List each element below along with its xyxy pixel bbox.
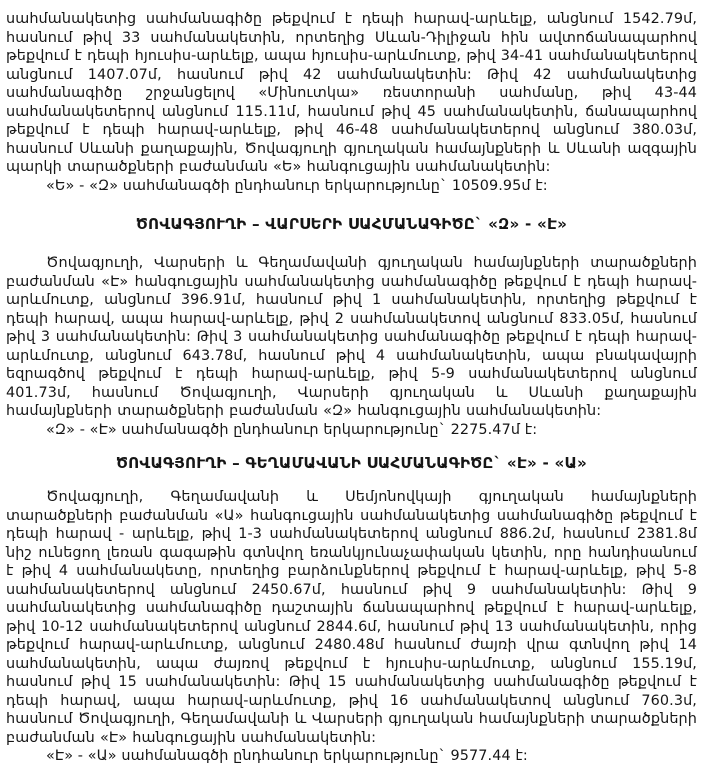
heading-tsovagyugh-varser: ԾՈՎԱԳՅՈՒՂԻ – ՎԱՐՍԵՐԻ ՍԱՀՄԱՆԱԳԻԾԸ` «Զ» - «Է» [135, 215, 568, 233]
summary-line-z-e: «Զ» - «Է» սահմանագծի ընդհանուր երկարությունը` 2275.47մ է: [46, 421, 538, 438]
paragraph-tsovagyugh-varser-boundary: Ծովագյուղի, Վարսերի և Գեղամավանի գյուղական համայնքների տարածքների բաժանման «Է» հանգուցային սահմանակետից սահմանագիծը թեքվում է դեպի հարավ-արևմուտք, անցնում 396.91մ, հասնում թիվ 1 սահմանակետին, որտեղից թեքվում է դեպի հարավ, ապա հարավ-արևելք, թիվ 2 սահմանակետով անցնում 833.05մ, հասնում թիվ 3 սահմանակետին: Թիվ 3 սահմանակետից սահմանագիծը թեքվում է դեպի հարավ-արևմուտք, անցնում 643.78մ, հասնում թիվ 4 սահմանակետին, ապա բնակավայրի եզրագծով թեքվում է դեպի հարավ-արևելք, թիվ 5-9 սահմանակետերով անցնում 401.73մ, հասնում Ծովագյուղի, Վարսերի գյուղական և Սևանի քաղաքային համայնքների տարածքների բաժանման «Զ» հանգուցային սահմանակետին: [6, 255, 697, 419]
summary-line-e-a: «Է» - «Ա» սահմանագծի ընդհանուր երկարությունը` 9577.44 է: [46, 748, 528, 764]
heading-tsovagyugh-geghamavan: ԾՈՎԱԳՅՈՒՂԻ – ԳԵՂԱՄԱՎԱՆԻ ՍԱՀՄԱՆԱԳԻԾԸ` «Է» - «Ա» [115, 454, 588, 472]
summary-line-e-z: «Ե» - «Զ» սահմանագծի ընդհանուր երկարությունը` 10509.95մ է: [46, 177, 548, 194]
paragraph-tsovagyugh-geghamavan-boundary: Ծովագյուղի, Գեղամավանի և Սեմյոնովկայի գյուղական համայնքների տարածքների բաժանման «Ա» հանգուցային սահմանակետից սահմանագիծը թեքվում է դեպի հարավ - արևելք, թիվ 1-3 սահմանակետերով անցնում 886.2մ, հասնում 2381.8մ նիշ ունեցող լեռան գագաթին գտնվող եռանկյունաչափական կետին, որը հանդիսանում է թիվ 4 սահմանակետը, որտեղից բարձունքներով թեքվում է հարավ-արևելք, թիվ 5-8 սահմանակետերով անցնում 2450.67մ, հասնում թիվ 9 սահմանակետին: Թիվ 9 սահմանակետից սահմանագիծը դաշտային ճանապարհով թեքվում է հարավ-արևելք, թիվ 10-12 սահմանակետերով անցնում 2844.6մ, հասնում թիվ 13 սահմանակետին, որից թեքվում հարավ-արևմուտք, անցնում 2480.48մ հասնում ժայռի վրա գտնվող թիվ 14 սահմանակետին, ապա ժայռով թեքվում է հյուսիս-արևմուտք, անցնում 155.19մ, հասնում թիվ 15 սահմանակետին: Թիվ 15 սահմանակետից սահմանագիծը թեքվում է դեպի հարավ, ապա հարավ-արևմուտք, թիվ 16 սահմանակետով անցնում 760.3մ, հասնում Ծովագյուղի, Գեղամավանի և Վարսերի գյուղական համայնքների տարածքների բաժանման «Է» հանգուցային սահմանակետին: [6, 489, 697, 746]
paragraph-sevan-tsovagyugh-boundary: սահմանակետից սահմանագիծը թեքվում է դեպի հարավ-արևելք, անցնում 1542.79մ, հասնում թիվ 33 սահմանակետին, որտեղից Սևան-Դիլիջան հին ավտոճանապարհով թեքվում է դեպի հյուսիս-արևելք, ապա հյուսիս-արևմուտք, թիվ 34-41 սահմանակետերով անցնում 1407.07մ, հասնում թիվ 42 սահմանակետին: Թիվ 42 սահմանակետից սահմանագիծը շրջանցելով «Մինուտկա» ռեստորանի սահմանը, թիվ 43-44 սահմանակետերով անցնում 115.11մ, հասնում թիվ 45 սահմանակետին, ճանապարհով թեքվում է դեպի հարավ-արևելք, թիվ 46-48 սահմանակետերով անցնում 380.03մ, հասնում Սևանի քաղաքային, Ծովագյուղի գյուղական համայնքների և Սևանի ազգային պարկի տարածքների բաժանման «Ե» հանգուցային սահմանակետին: [6, 11, 697, 175]
